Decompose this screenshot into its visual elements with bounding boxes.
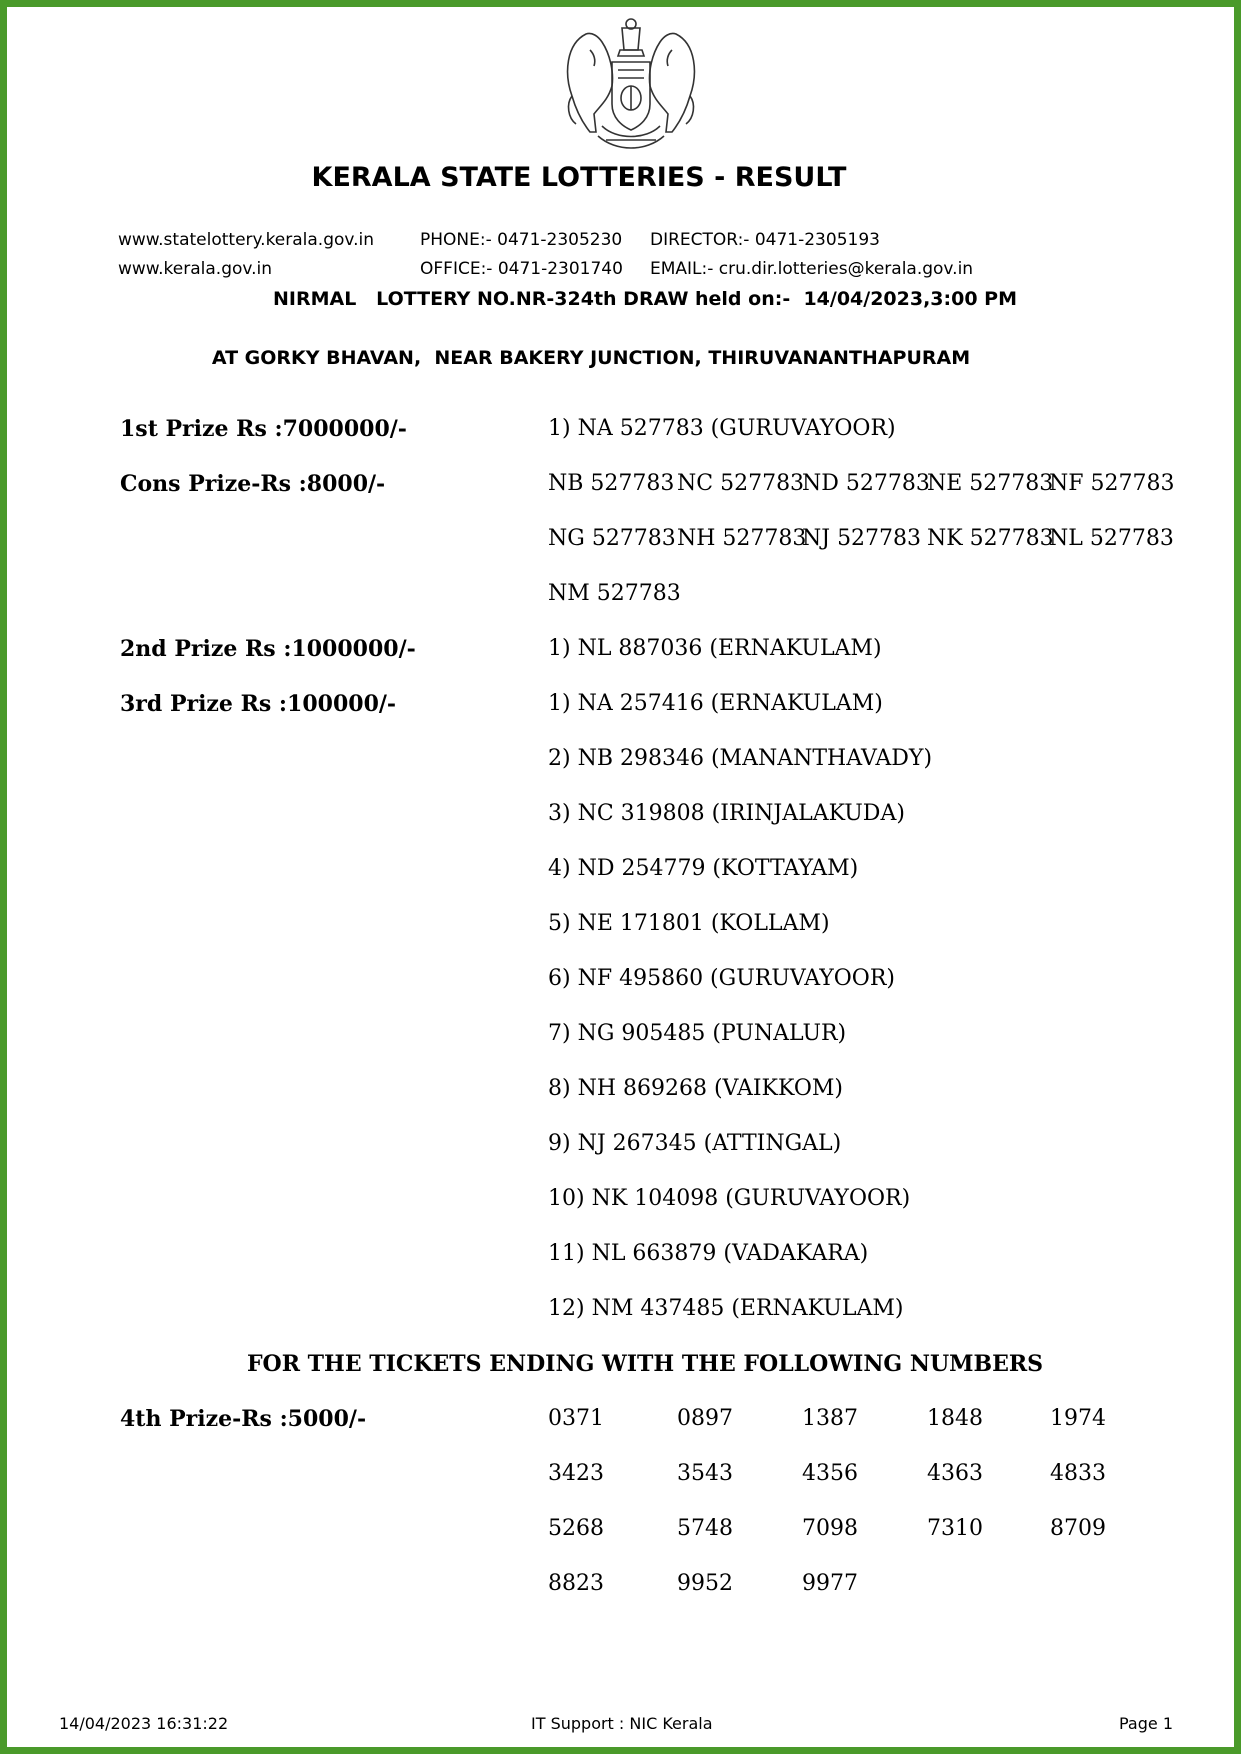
third-prize-winner: 1) NA 257416 (ERNAKULAM): [548, 691, 883, 716]
third-prize-winner: 12) NM 437485 (ERNAKULAM): [548, 1296, 904, 1321]
third-prize-winner: 11) NL 663879 (VADAKARA): [548, 1241, 869, 1266]
fourth-prize-number: 4356: [802, 1461, 858, 1486]
third-prize-winner: 5) NE 171801 (KOLLAM): [548, 911, 830, 936]
third-prize-winner: 4) ND 254779 (KOTTAYAM): [548, 856, 859, 881]
third-prize-winner: 7) NG 905485 (PUNALUR): [548, 1021, 847, 1046]
cons-number: NJ 527783: [802, 526, 922, 551]
third-prize-label: 3rd Prize Rs :100000/-: [120, 691, 397, 717]
fourth-prize-number: 1974: [1050, 1406, 1106, 1431]
fourth-prize-number: 9952: [677, 1571, 733, 1596]
draw-venue: AT GORKY BHAVAN, NEAR BAKERY JUNCTION, THIRUVANANTHAPURAM: [211, 347, 971, 369]
third-prize-winner: 10) NK 104098 (GURUVAYOOR): [548, 1186, 911, 1211]
second-prize-label: 2nd Prize Rs :1000000/-: [120, 636, 416, 662]
first-prize-winner: 1) NA 527783 (GURUVAYOOR): [548, 416, 896, 441]
cons-number: NC 527783: [677, 471, 805, 496]
fourth-prize-number: 4363: [927, 1461, 983, 1486]
footer-timestamp: 14/04/2023 16:31:22: [59, 1714, 229, 1733]
fourth-prize-number: 9977: [802, 1571, 858, 1596]
fourth-prize-number: 4833: [1050, 1461, 1106, 1486]
fourth-prize-number: 0371: [548, 1406, 604, 1431]
fourth-prize-number: 1848: [927, 1406, 983, 1431]
cons-prize-label: Cons Prize-Rs :8000/-: [120, 471, 386, 497]
fourth-prize-number: 8709: [1050, 1516, 1106, 1541]
first-prize-label: 1st Prize Rs :7000000/-: [120, 416, 407, 442]
cons-number: NE 527783: [927, 471, 1054, 496]
fourth-prize-number: 7098: [802, 1516, 858, 1541]
cons-number: NB 527783: [548, 471, 675, 496]
fourth-prize-number: 1387: [802, 1406, 858, 1431]
cons-number: NF 527783: [1049, 471, 1175, 496]
website-link-statelottery[interactable]: www.statelottery.kerala.gov.in: [118, 230, 375, 250]
email-address[interactable]: EMAIL:- cru.dir.lotteries@kerala.gov.in: [650, 259, 974, 279]
fourth-prize-number: 7310: [927, 1516, 983, 1541]
office-number: OFFICE:- 0471-2301740: [420, 259, 623, 279]
fourth-prize-number: 5268: [548, 1516, 604, 1541]
website-link-kerala[interactable]: www.kerala.gov.in: [118, 259, 273, 279]
cons-number: NG 527783: [548, 526, 676, 551]
cons-number: NK 527783: [927, 526, 1054, 551]
third-prize-winner: 6) NF 495860 (GURUVAYOOR): [548, 966, 895, 991]
director-number: DIRECTOR:- 0471-2305193: [650, 230, 880, 250]
fourth-prize-label: 4th Prize-Rs :5000/-: [120, 1406, 367, 1432]
fourth-prize-number: 8823: [548, 1571, 604, 1596]
fourth-prize-number: 0897: [677, 1406, 733, 1431]
cons-number: NL 527783: [1049, 526, 1174, 551]
page-title: KERALA STATE LOTTERIES - RESULT: [311, 162, 847, 193]
fourth-prize-number: 3543: [677, 1461, 733, 1486]
second-prize-winner: 1) NL 887036 (ERNAKULAM): [548, 636, 882, 661]
fourth-prize-number: 5748: [677, 1516, 733, 1541]
cons-number: ND 527783: [802, 471, 930, 496]
draw-info: NIRMAL LOTTERY NO.NR-324th DRAW held on:- 14/04/2023,3:00 PM: [272, 288, 1018, 310]
footer-page-number: Page 1: [1119, 1714, 1173, 1733]
phone-number: PHONE:- 0471-2305230: [420, 230, 623, 250]
fourth-prize-number: 3423: [548, 1461, 604, 1486]
endings-heading: FOR THE TICKETS ENDING WITH THE FOLLOWING NUMBERS: [246, 1351, 1044, 1377]
third-prize-winner: 2) NB 298346 (MANANTHAVADY): [548, 746, 933, 771]
third-prize-winner: 3) NC 319808 (IRINJALAKUDA): [548, 801, 905, 826]
third-prize-winner: 8) NH 869268 (VAIKKOM): [548, 1076, 843, 1101]
kerala-emblem-icon: [556, 14, 706, 154]
third-prize-winner: 9) NJ 267345 (ATTINGAL): [548, 1131, 842, 1156]
footer-support: IT Support : NIC Kerala: [531, 1714, 713, 1733]
cons-number: NH 527783: [677, 526, 807, 551]
cons-number: NM 527783: [548, 581, 681, 606]
